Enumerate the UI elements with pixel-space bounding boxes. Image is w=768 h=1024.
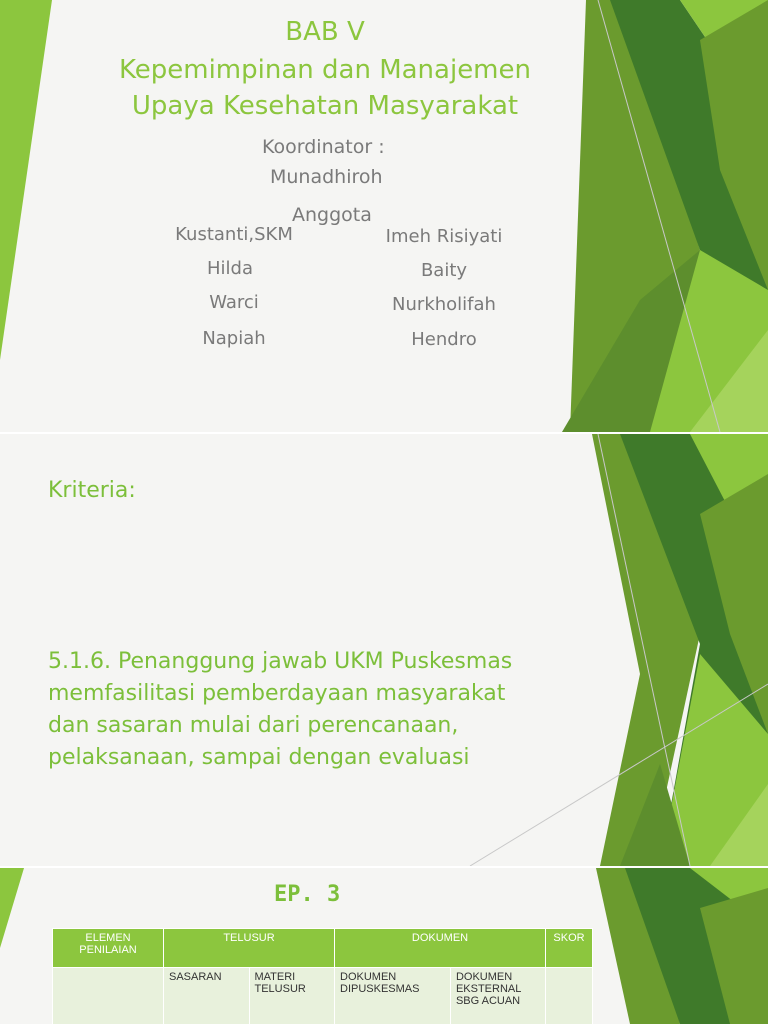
member-right-4: Hendro bbox=[411, 329, 477, 350]
member-left-4: Napiah bbox=[202, 328, 266, 349]
header-elemen-penilaian: ELEMEN PENILAIAN bbox=[53, 929, 164, 968]
subheader-dokumen-eksternal: DOKUMEN EKSTERNAL SBG ACUAN bbox=[450, 968, 545, 1024]
slide-2 bbox=[0, 434, 768, 866]
assessment-table bbox=[52, 928, 593, 1024]
slide-1 bbox=[0, 0, 768, 432]
member-right-2: Baity bbox=[420, 260, 468, 281]
subheader-materi-telusur: MATERI TELUSUR bbox=[249, 968, 335, 1024]
coordinator-label: Koordinator : bbox=[262, 136, 385, 158]
coordinator-name: Munadhiroh bbox=[270, 166, 383, 188]
criteria-line-1: 5.1.6. Penanggung jawab UKM Puskesmas bbox=[48, 649, 513, 674]
member-left-3: Warci bbox=[209, 292, 259, 313]
header-telusur: TELUSUR bbox=[164, 929, 335, 968]
criteria-line-2: memfasilitasi pemberdayaan masyarakat bbox=[48, 681, 506, 706]
subheader-sasaran: SASARAN bbox=[164, 968, 250, 1024]
member-right-1: Imeh Risiyati bbox=[385, 226, 503, 247]
slide-title: BAB V bbox=[285, 17, 365, 47]
criteria-heading: Kriteria: bbox=[48, 478, 136, 503]
slide-subtitle-line-2: Upaya Kesehatan Masyarakat bbox=[131, 91, 519, 121]
criteria-line-4: pelaksanaan, sampai dengan evaluasi bbox=[48, 745, 470, 770]
slide-3 bbox=[0, 868, 768, 1024]
member-left-1: Kustanti,SKM bbox=[175, 224, 293, 245]
table-header-row bbox=[53, 929, 593, 968]
cell-empty bbox=[53, 968, 164, 1024]
table-subheader-row bbox=[53, 968, 593, 1024]
members-label: Anggota bbox=[292, 204, 372, 226]
member-right-3: Nurkholifah bbox=[392, 294, 496, 315]
criteria-body bbox=[48, 646, 578, 774]
slide-subtitle-line-1: Kepemimpinan dan Manajemen bbox=[119, 55, 531, 85]
header-skor: SKOR bbox=[546, 929, 593, 968]
cell-skor-empty bbox=[546, 968, 593, 1024]
subheader-dokumen-dipuskesmas: DOKUMEN DIPUSKESMAS bbox=[335, 968, 451, 1024]
member-left-2: Hilda bbox=[207, 258, 253, 279]
header-dokumen: DOKUMEN bbox=[335, 929, 546, 968]
criteria-line-3: dan sasaran mulai dari perencanaan, bbox=[48, 713, 459, 738]
ep-title: EP. 3 bbox=[274, 882, 341, 907]
